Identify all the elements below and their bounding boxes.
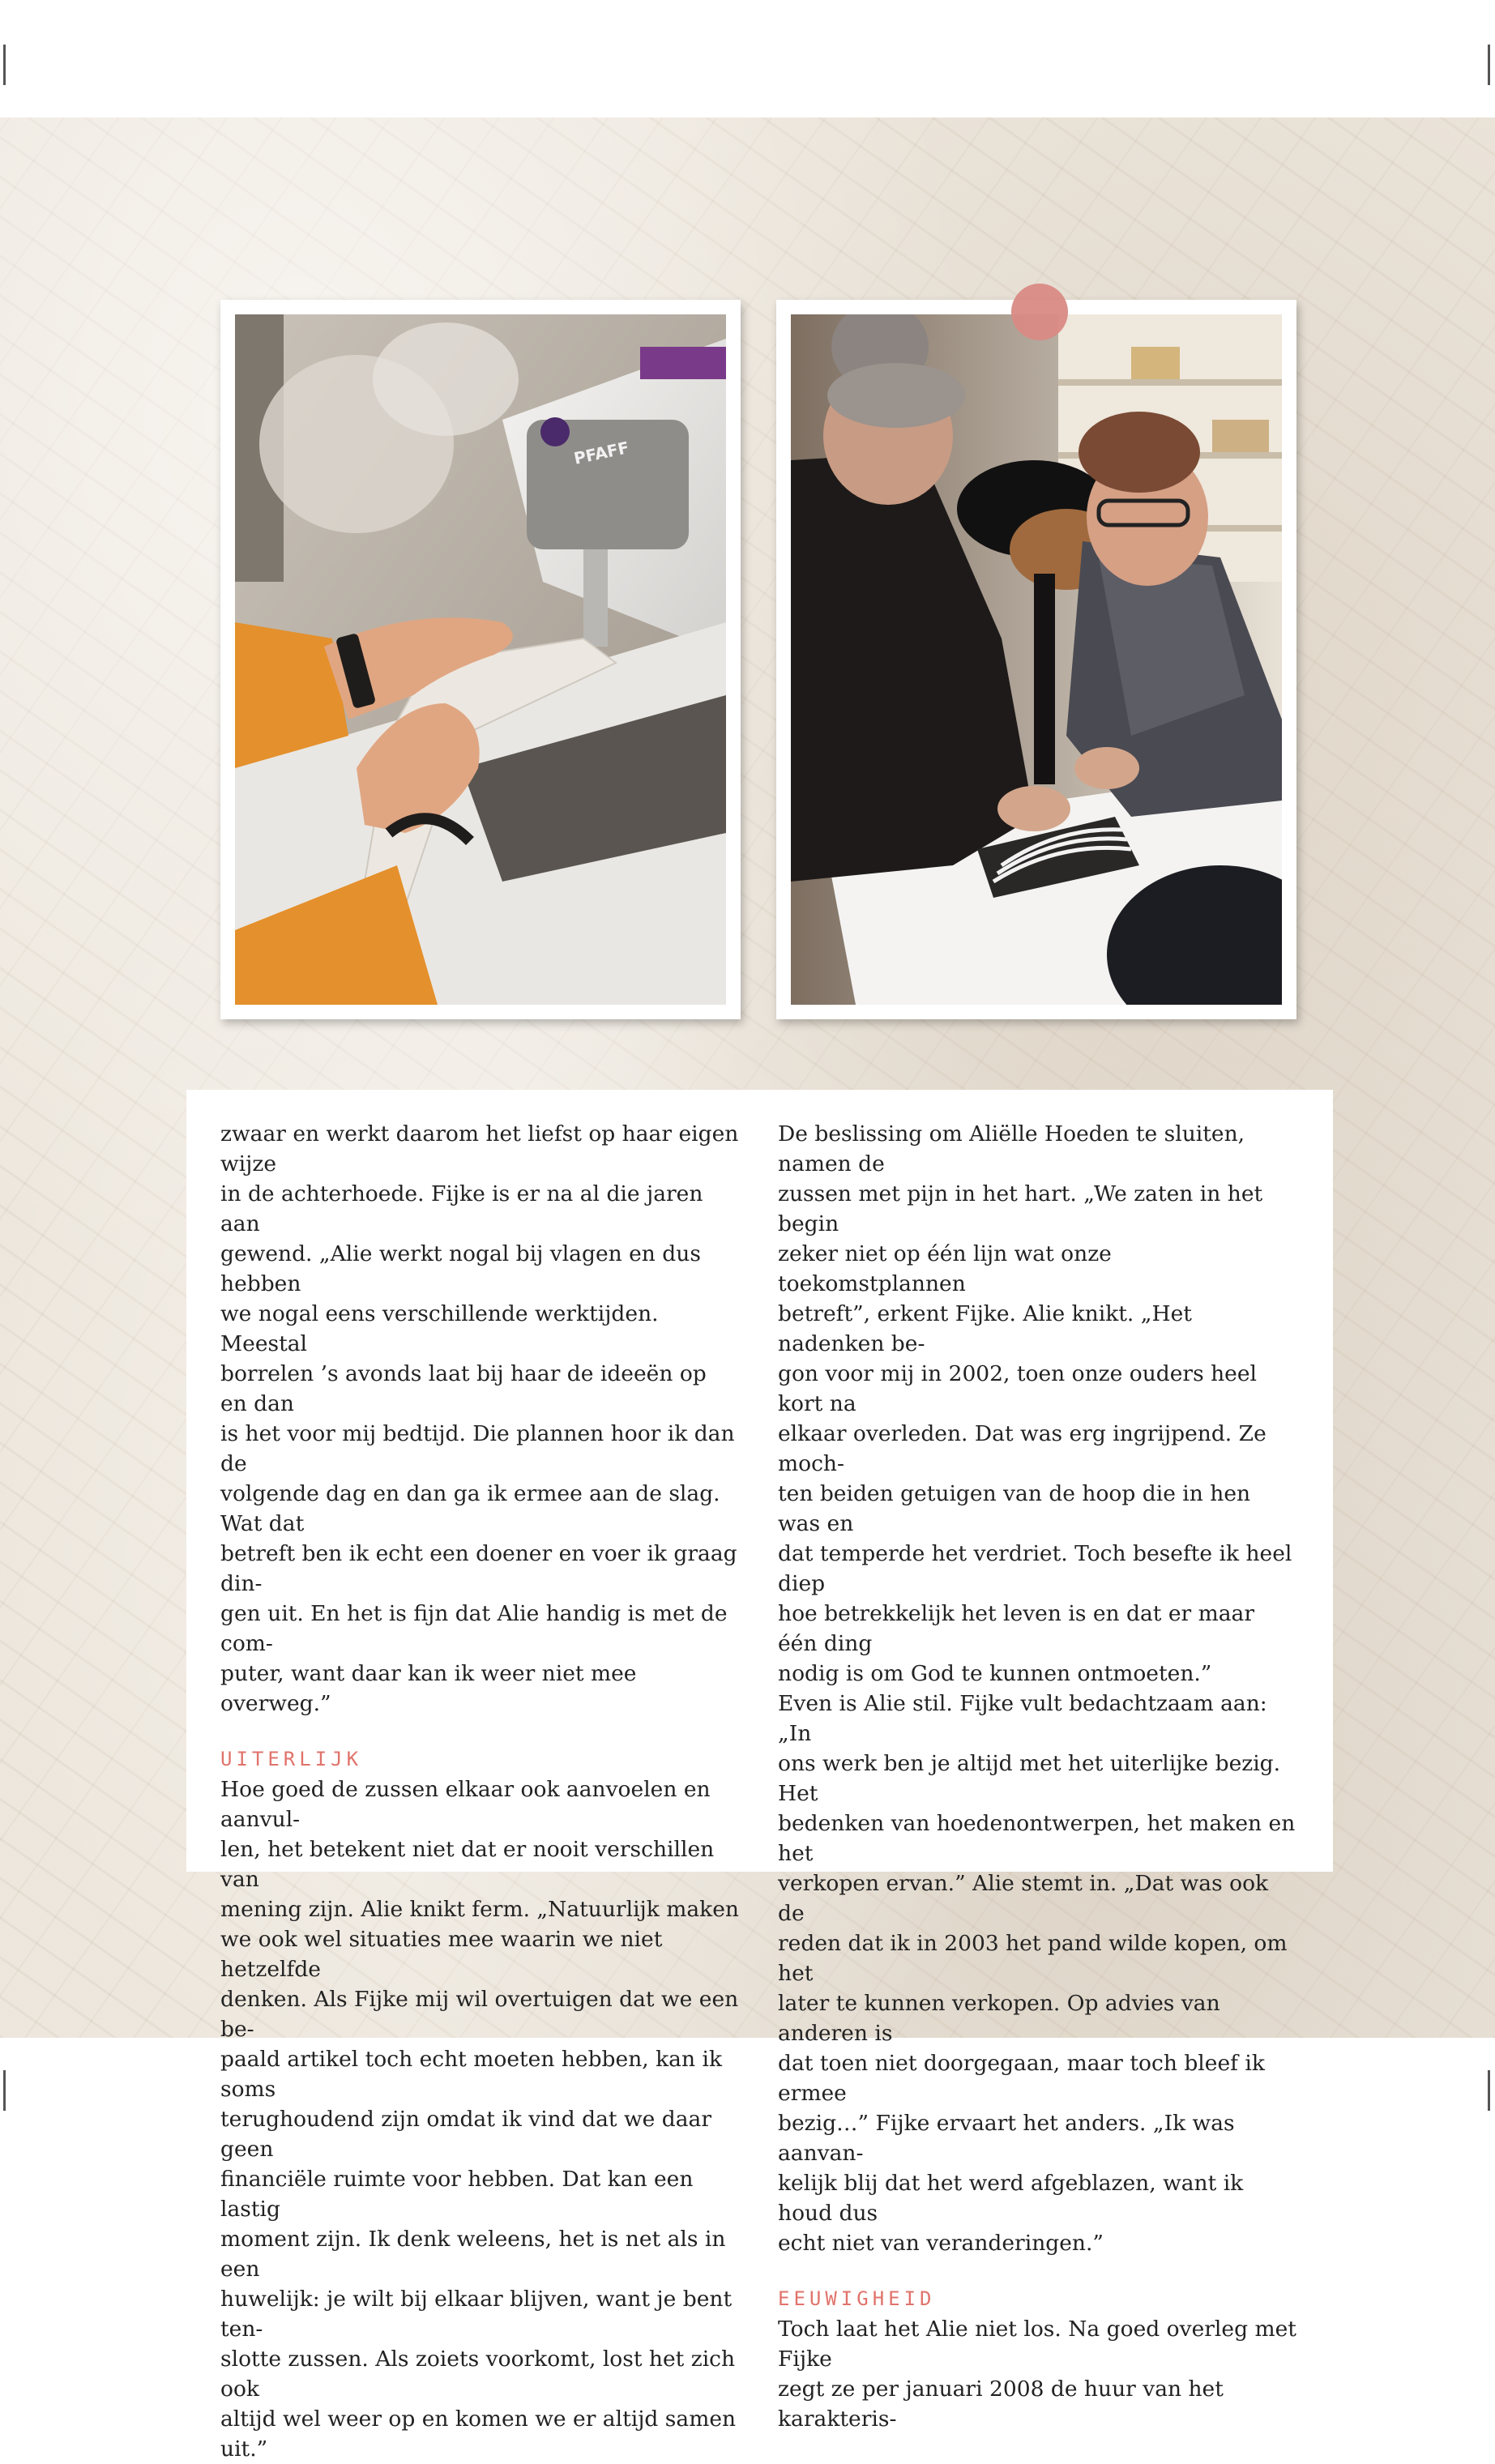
pfaff-logo-text: PFAFF xyxy=(572,438,631,468)
section-heading-uiterlijk: UITERLIJK xyxy=(220,1748,363,1770)
article-column-left xyxy=(220,1119,739,2464)
crop-mark-top-left xyxy=(3,45,6,85)
paragraph: zwaar en werkt daarom het liefst op haar eigen wijze in de achterhoede. Fijke is er na al die jaren aan gewend. „Alie werkt nogal bij vlagen en dus hebben we nogal eens verschillende werktijden. Meestal borrelen ’s avonds laat bij haar de ideeën op en dan is het voor mij bedtijd. Die plannen hoor ik dan de volgende dag en dan ga ik ermee aan de slag. Wat dat betreft ben ik echt een doener en voer ik graag din- gen uit. En het is fijn dat Alie handig is met de com- puter, want daar kan ik weer niet mee overweg.” xyxy=(220,1121,739,1716)
article-text-box xyxy=(186,1090,1333,2462)
crop-mark-bottom-right xyxy=(1488,2070,1490,2111)
article-column-right xyxy=(778,1119,1296,2434)
sisters-working-photo-frame xyxy=(776,300,1296,1019)
paragraph: De beslissing om Aliëlle Hoeden te sluiten, namen de zussen met pijn in het hart. „We zaten in het begin zeker niet op één lijn wat onze toekomstplannen betreft”, erkent Fijke. Alie knikt. „Het nadenken be- gon voor mij in 2002, toen onze ouders heel kort na elkaar overleden. Dat was erg ingrijpend. Ze moch- ten beiden getuigen van de hoop die in hen was en dat temperde het verdriet. Toch besefte ik heel diep hoe betrekkelijk het leven is en dat er maar één ding nodig is om God te kunnen ontmoeten.” Even is Alie stil. Fijke vult bedachtzaam aan: „In ons werk ben je altijd met het uiterlijke bezig. Het bedenken van hoedenontwerpen, het maken en het verkopen ervan.” Alie stemt in. „Dat was ook de reden dat ik in 2003 het pand wilde kopen, om het later te kunnen verkopen. Op advies van anderen is dat toen niet doorgegaan, maar toch bleef ik ermee bezig…” Fijke ervaart het anders. „Ik was aanvan- kelijk blij dat het werd afgeblazen, want ik houd dus echt niet van veranderingen.” xyxy=(778,1121,1296,2256)
paragraph: Toch laat het Alie niet los. Na goed overleg met Fijke zegt ze per januari 2008 de huur van het karakteris- xyxy=(778,2317,1296,2432)
sewing-machine-photo xyxy=(235,314,726,1005)
crop-mark-bottom-left xyxy=(3,2070,6,2111)
crop-mark-top-right xyxy=(1488,45,1490,85)
section-heading-eeuwigheid: EEUWIGHEID xyxy=(778,2287,936,2310)
sewing-machine-photo-frame xyxy=(220,300,741,1019)
paragraph: Hoe goed de zussen elkaar ook aanvoelen en aanvul- len, het betekent niet dat er nooit verschillen van mening zijn. Alie knikt ferm. „Natuurlijk maken we ook wel situaties mee waarin we niet hetzelfde denken. Als Fijke mij wil overtuigen dat we een be- paald artikel toch echt moeten hebben, kan ik soms terughoudend zijn omdat ik vind dat we daar geen financiële ruimte voor hebben. Dat kan een lastig moment zijn. Ik denk weleens, het is net als in een huwelijk: je wilt bij elkaar blijven, want je bent ten- slotte zussen. Als zoiets voorkomt, lost het zich ook altijd wel weer op en komen we er altijd samen uit.” xyxy=(220,1777,739,2462)
decorative-pin-dot xyxy=(1011,284,1068,340)
sisters-working-photo xyxy=(791,314,1282,1005)
